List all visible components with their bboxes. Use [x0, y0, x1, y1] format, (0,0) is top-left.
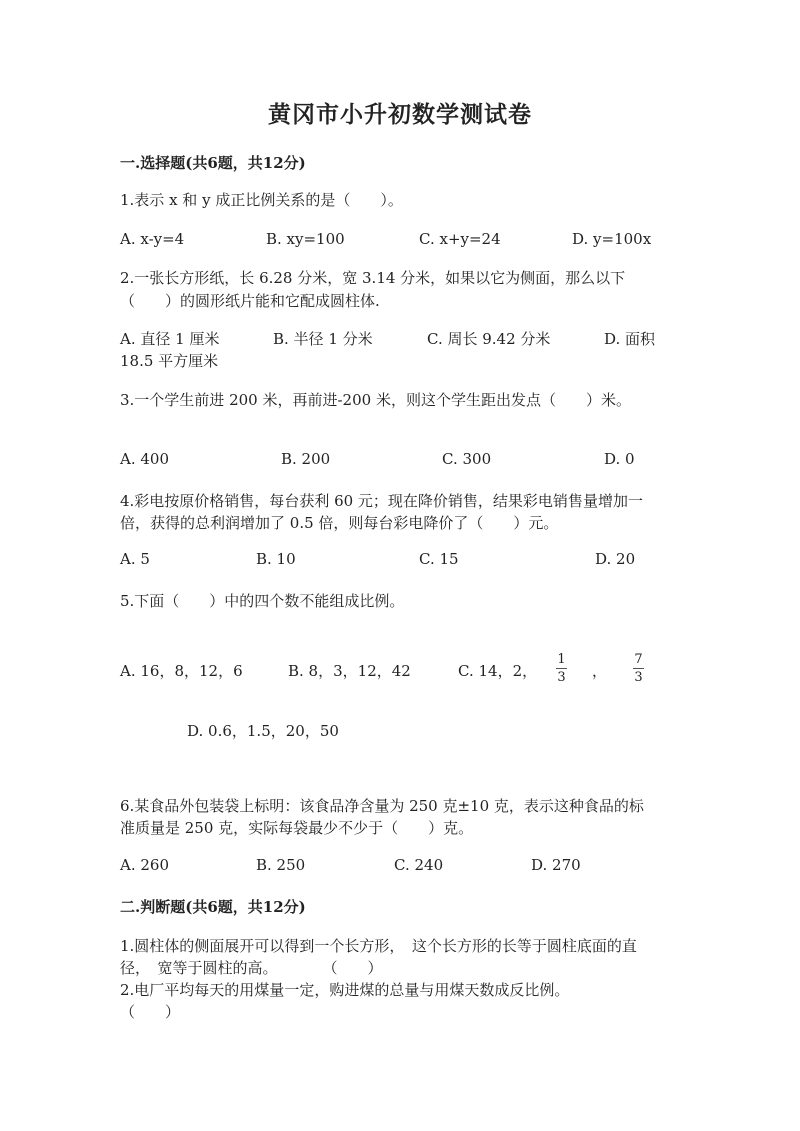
judgment-1-text-line1: 1.圆柱体的侧面展开可以得到一个长方形， 这个长方形的长等于圆柱底面的直 — [120, 937, 637, 955]
question-5-option-b: B. 8，3，12，42 — [288, 662, 411, 680]
question-1-text: 1.表示 x 和 y 成正比例关系的是（ ）。 — [120, 191, 403, 209]
question-2-option-d: D. 面积 — [604, 330, 656, 348]
question-2-option-a: A. 直径 1 厘米 — [120, 330, 220, 348]
question-1-option-a: A. x-y=4 — [120, 230, 185, 248]
fraction-numerator: 7 — [634, 652, 643, 667]
question-3-option-a: A. 400 — [120, 450, 169, 468]
question-6-option-b: B. 250 — [256, 856, 306, 874]
question-1-option-c: C. x+y=24 — [419, 230, 501, 248]
question-6-option-c: C. 240 — [394, 856, 444, 874]
judgment-1-text-line2: 径， 宽等于圆柱的高。 （ ） — [120, 959, 383, 977]
question-2-option-b: B. 半径 1 分米 — [273, 330, 373, 348]
question-2-option-d-cont: 18.5 平方厘米 — [120, 352, 219, 370]
question-4-option-d: D. 20 — [595, 550, 636, 568]
fraction-bar — [556, 668, 567, 669]
fraction-one-third — [556, 652, 567, 685]
question-1-option-d: D. y=100x — [572, 230, 652, 248]
question-1-option-b: B. xy=100 — [266, 230, 345, 248]
section-heading-choice: 一.选择题(共6题，共12分) — [120, 154, 306, 172]
question-3-option-c: C. 300 — [442, 450, 492, 468]
section-heading-judgment: 二.判断题(共6题，共12分) — [120, 898, 306, 916]
page-title: 黄冈市小升初数学测试卷 — [268, 101, 532, 128]
fraction-seven-thirds — [633, 652, 644, 685]
question-4-text-line2: 倍，获得的总利润增加了 0.5 倍，则每台彩电降价了（ ）元。 — [120, 514, 559, 532]
question-2-text-line2: （ ）的圆形纸片能和它配成圆柱体. — [120, 292, 380, 310]
question-4-option-b: B. 10 — [256, 550, 296, 568]
question-6-text-line2: 准质量是 250 克，实际每袋最少不少于（ ）克。 — [120, 819, 474, 837]
question-5-option-c-separator: ， — [592, 662, 608, 680]
fraction-bar — [633, 668, 644, 669]
question-4-option-c: C. 15 — [419, 550, 459, 568]
judgment-2-answer-blank: （ ） — [120, 1003, 181, 1021]
question-6-option-a: A. 260 — [120, 856, 169, 874]
question-4-text-line1: 4.彩电按原价格销售，每台获利 60 元；现在降价销售，结果彩电销售量增加一 — [120, 492, 643, 510]
question-6-option-d: D. 270 — [531, 856, 581, 874]
question-3-option-d: D. 0 — [604, 450, 635, 468]
fraction-denominator: 3 — [634, 670, 643, 685]
question-5-text: 5.下面（ ）中的四个数不能组成比例。 — [120, 592, 405, 610]
question-4-option-a: A. 5 — [120, 550, 150, 568]
fraction-numerator: 1 — [557, 652, 566, 667]
question-3-option-b: B. 200 — [281, 450, 331, 468]
question-2-option-c: C. 周长 9.42 分米 — [427, 330, 551, 348]
question-2-text-line1: 2.一张长方形纸，长 6.28 分米，宽 3.14 分米，如果以它为侧面，那么以下 — [120, 269, 626, 287]
question-3-text: 3.一个学生前进 200 米，再前进-200 米，则这个学生距出发点（ ）米。 — [120, 391, 631, 409]
question-5-option-d: D. 0.6，1.5，20，50 — [187, 722, 339, 740]
question-5-option-a: A. 16，8，12，6 — [120, 662, 243, 680]
question-6-text-line1: 6.某食品外包装袋上标明：该食品净含量为 250 克±10 克，表示这种食品的标 — [120, 797, 644, 815]
judgment-2-text: 2.电厂平均每天的用煤量一定，购进煤的总量与用煤天数成反比例。 — [120, 981, 570, 999]
fraction-denominator: 3 — [557, 670, 566, 685]
question-5-option-c: C. 14，2， — [458, 662, 538, 680]
